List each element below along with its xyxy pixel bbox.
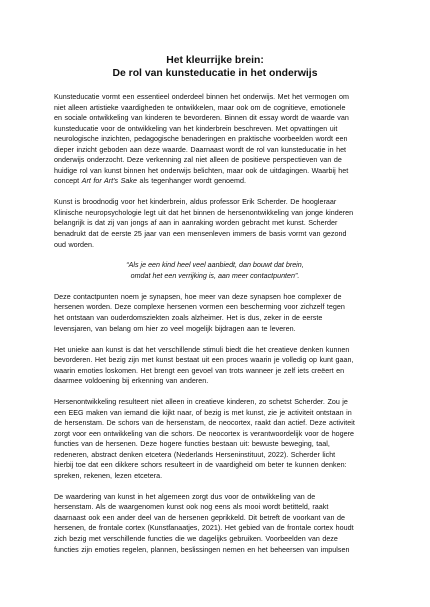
- text-line: oud worden.: [54, 240, 95, 249]
- paragraph-hersenontwikkeling: [54, 397, 376, 481]
- text-line: Kunsteducatie vormt een essentieel onderdeel binnen het onderwijs. Met het vermogen om: [54, 93, 349, 101]
- paragraph-uniek: [54, 345, 376, 387]
- text-line: belangrijk is dat zij van jongs af aan in aanraking worden gebracht met kunst. Scherder: [54, 219, 338, 228]
- text-line: een EEG maken van iemand die kijkt naar, of bezig is met kunst, zie je activiteit ontstaan in: [54, 408, 352, 417]
- text-line: de hersenstam. De schors van de hersenstam, de neocortex, raakt dan actief. Deze activiteit: [54, 419, 355, 428]
- document-title: [54, 55, 376, 80]
- text-line: zorgt voor een ontwikkeling van die schors. De neocortex is verantwoordelijk voor de hogere: [54, 429, 355, 438]
- paragraph-scherder: [54, 197, 376, 250]
- paragraph-waardering: [54, 492, 376, 555]
- text-line: waarin emoties loskomen. Het brengt een gevoel van trots wanneer je zelf iets creëert en: [54, 366, 345, 375]
- text-fragment: concept: [54, 177, 82, 186]
- text-line: levensjaren, van belang om hier zo veel mogelijk bijdragen aan te leveren.: [54, 324, 296, 333]
- paragraph-synapsen: [54, 292, 376, 334]
- text-line: huidige rol van kunst binnen het onderwijs belichten, maar ook de uitdagingen. Waarbij het: [54, 166, 349, 175]
- text-line: redeneren, abstract denken etcetera (Nederlands Herseninstituut, 2022). Scherder licht: [54, 450, 336, 459]
- text-line: spreken, rekenen, lezen etcetera.: [54, 471, 163, 480]
- text-line: zich bezig met verschillende functies die we dagelijks gebruiken. Voorbeelden van deze: [54, 535, 338, 544]
- text-line: niet alleen artistieke vaardigheden te ontwikkelen, maar ook om de cognitieve, emotionele: [54, 103, 346, 112]
- text-line: Hersenontwikkeling resulteert niet alleen in creatieve kinderen, zo schetst Scherder. Zou je: [54, 398, 348, 407]
- text-line: onderwijs onderzocht. Deze verkenning zal niet alleen de positieve perspectieven van de: [54, 156, 342, 165]
- text-line: Deze contactpunten noem je synapsen, hoe meer van deze synapsen hoe complexer de: [54, 292, 342, 301]
- text-line: hersenen worden. Deze complexe hersenen vormen een bescherming voor zichzelf tegen: [54, 303, 345, 312]
- text-line: hierbij toe dat een dikkere schors resulteert in de vaardigheid om beter te kunnen denken:: [54, 461, 347, 470]
- text-line: [54, 176, 376, 187]
- text-line: Het unieke aan kunst is dat het verschillende stimuli biedt die het creatieve denken kunnen: [54, 345, 350, 354]
- paragraph-intro: [54, 92, 376, 187]
- text-line: neurologische inzichten, pedagogische benaderingen en praktische voorbeelden wordt een: [54, 135, 348, 144]
- quote-line-1: “Als je een kind heel veel aanbiedt, dan bouwt dat brein,: [126, 261, 304, 270]
- title-line-1: Het kleurrijke brein:: [166, 55, 264, 66]
- text-line: daarmee voldoening bij erkenning van anderen.: [54, 377, 209, 386]
- text-fragment: als tegenhanger wordt genoemd.: [137, 177, 247, 186]
- text-line: benadrukt dat de eerste 25 jaar van een mensenleven immers de basis vormt van gezond: [54, 229, 347, 238]
- quote-line-2: omdat het een verrijking is, aan meer contactpunten”.: [130, 271, 300, 280]
- text-line: en sociale ontwikkeling van kinderen te bevorderen. Binnen dit essay wordt de waarde van: [54, 114, 349, 123]
- title-line-2: De rol van kunsteducatie in het onderwijs: [112, 67, 318, 79]
- italic-term: Art for Art's Sake: [81, 177, 137, 186]
- text-line: kunsteducatie voor de ontwikkeling van het kinderbrein beschreven. Met opvattingen uit: [54, 124, 338, 133]
- text-line: functies van de hersenen. Deze hogere functies bestaan uit: bewuste beweging, taal,: [54, 440, 330, 449]
- text-line: functies zijn emoties regelen, plannen, beslissingen nemen en het beheersen van impulsen: [54, 545, 350, 554]
- text-line: Kunst is broodnodig voor het kinderbrein, aldus professor Erik Scherder. De hoogleraar: [54, 198, 337, 207]
- text-line: daarnaast ook een ander deel van de hersenen geprikkeld. Dit betreft de voorkant van de: [54, 513, 345, 522]
- text-line: hersenen, de frontale cortex (Kunstfanaatjes, 2021). Het gebied van de frontale cortex houdt: [54, 524, 354, 533]
- text-line: dieper inzicht geboden aan deze waarde. Daarnaast wordt de rol van kunsteducatie in het: [54, 145, 347, 154]
- block-quote: [54, 260, 376, 281]
- text-line: hersenstam. Als de waargenomen kunst ook nog eens als mooi wordt betitteld, raakt: [54, 503, 329, 512]
- text-line: het ontstaan van ouderdomsziekten zoals alzheimer. Het is dus, zeker in de eerste: [54, 314, 323, 323]
- text-line: Klinische neuropsychologie legt uit dat het binnen de hersenontwikkeling van jonge kinderen: [54, 208, 354, 217]
- text-line: De waardering van kunst in het algemeen zorgt dus voor de ontwikkeling van de: [54, 492, 316, 501]
- text-line: bevorderen. Het bezig zijn met kunst bestaat uit een proces waarin je volledig op kunt gaan,: [54, 356, 354, 365]
